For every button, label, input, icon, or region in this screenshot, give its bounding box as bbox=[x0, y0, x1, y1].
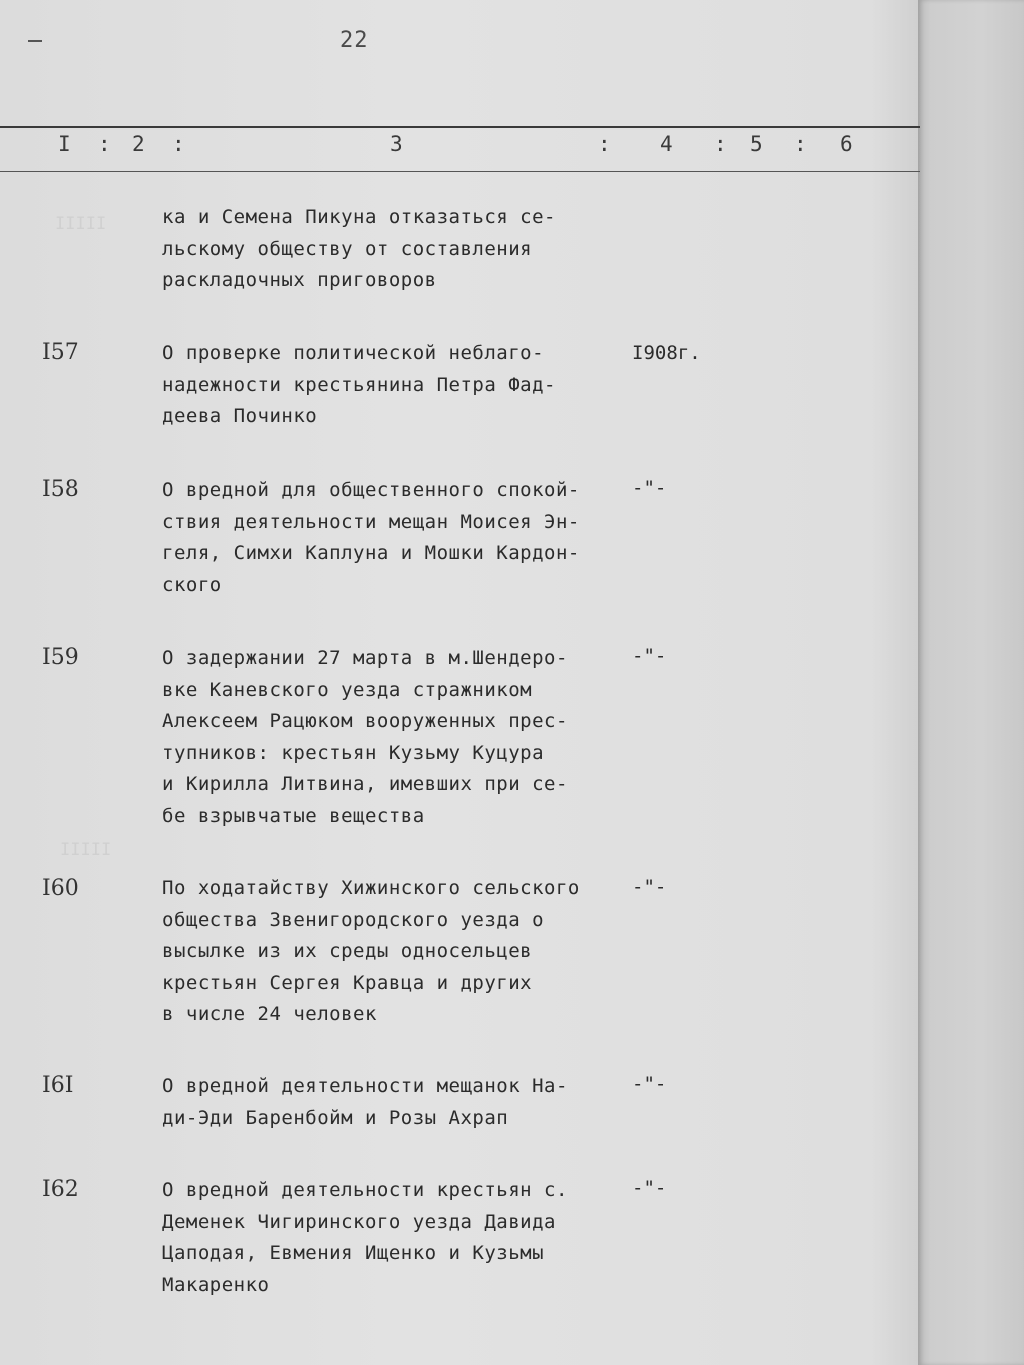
entry-date: -"- bbox=[632, 645, 667, 667]
text-line: и Кирилла Литвина, имевших при се- bbox=[162, 773, 568, 795]
adjacent-page-edge bbox=[918, 0, 1024, 1365]
text-line: льскому обществу от составления bbox=[162, 237, 533, 260]
column-header-2: 2 bbox=[132, 132, 145, 156]
entry-number: I60 bbox=[42, 876, 79, 901]
table-header-bottom-rule bbox=[0, 171, 920, 172]
text-line: О вредной деятельности мещанок На- bbox=[162, 1075, 568, 1097]
text-line: крестьян Сергея Кравца и других bbox=[162, 971, 533, 994]
entry-title bbox=[162, 643, 632, 832]
column-separator: : bbox=[598, 132, 611, 156]
entry-number: I59 bbox=[42, 645, 79, 670]
entry-title bbox=[162, 475, 632, 601]
page-number: 22 bbox=[340, 28, 369, 53]
entry-date: -"- bbox=[632, 1073, 667, 1095]
text-line: деева Починко bbox=[162, 405, 318, 427]
column-header-5: 5 bbox=[750, 132, 763, 156]
text-line: О вредной деятельности крестьян с. bbox=[162, 1179, 568, 1201]
table-header-top-rule bbox=[0, 126, 920, 128]
text-line: вке Каневского уезда стражником bbox=[162, 678, 533, 701]
text-line: бе взрывчатые вещества bbox=[162, 804, 425, 827]
margin-dash-mark bbox=[28, 40, 42, 42]
entry-title bbox=[162, 1071, 632, 1134]
continuation-text bbox=[162, 202, 632, 297]
column-header-1: I bbox=[58, 132, 71, 156]
entry-number: I57 bbox=[42, 340, 79, 365]
text-line: высылке из их среды односельцев bbox=[162, 940, 533, 962]
entry-date: -"- bbox=[632, 876, 667, 898]
text-line: Цаподая, Евмения Ищенко и Кузьмы bbox=[162, 1242, 545, 1264]
text-line: надежности крестьянина Петра Фад- bbox=[162, 373, 556, 396]
entry-number: I6I bbox=[42, 1073, 74, 1098]
text-line: ка и Семена Пикуна отказаться се- bbox=[162, 206, 556, 228]
show-through-text: ІІІІІ bbox=[60, 840, 112, 860]
text-line: Макаренко bbox=[162, 1273, 270, 1296]
text-line: О проверке политической неблаго- bbox=[162, 342, 545, 364]
column-header-6: 6 bbox=[840, 132, 853, 156]
entry-title bbox=[162, 1175, 632, 1301]
column-separator: : bbox=[98, 132, 111, 156]
show-through-text: ІІІІІ bbox=[55, 214, 107, 234]
text-line: ди-Эди Баренбойм и Розы Ахрап bbox=[162, 1106, 509, 1129]
text-line: По ходатайству Хижинского сельского bbox=[162, 877, 580, 899]
entry-date: -"- bbox=[632, 477, 667, 499]
text-line: О задержании 27 марта в м.Шендеро- bbox=[162, 647, 568, 669]
entry-date: I908г. bbox=[632, 342, 701, 364]
column-separator: : bbox=[714, 132, 727, 156]
text-line: раскладочных приговоров bbox=[162, 269, 437, 291]
text-line: общества Звенигородского уезда о bbox=[162, 908, 545, 931]
text-line: ствия деятельности мещан Моисея Эн- bbox=[162, 510, 580, 533]
text-line: геля, Симхи Каплуна и Мошки Кардон- bbox=[162, 542, 580, 564]
text-line: О вредной для общественного спокой- bbox=[162, 479, 580, 501]
column-separator: : bbox=[794, 132, 807, 156]
text-line: Алексеем Рацюком вооруженных прес- bbox=[162, 710, 568, 732]
entry-date: -"- bbox=[632, 1177, 667, 1199]
column-separator: : bbox=[172, 132, 185, 156]
entry-number: I62 bbox=[42, 1177, 79, 1202]
entry-title bbox=[162, 338, 632, 433]
column-header-4: 4 bbox=[660, 132, 673, 156]
column-header-3: 3 bbox=[390, 132, 403, 156]
text-line: ского bbox=[162, 573, 222, 596]
text-line: тупников: крестьян Кузьму Куцура bbox=[162, 741, 545, 764]
entry-title bbox=[162, 873, 632, 1031]
entry-number: I58 bbox=[42, 477, 79, 502]
text-line: в числе 24 человек bbox=[162, 1003, 377, 1025]
text-line: Деменек Чигиринского уезда Давида bbox=[162, 1210, 556, 1233]
